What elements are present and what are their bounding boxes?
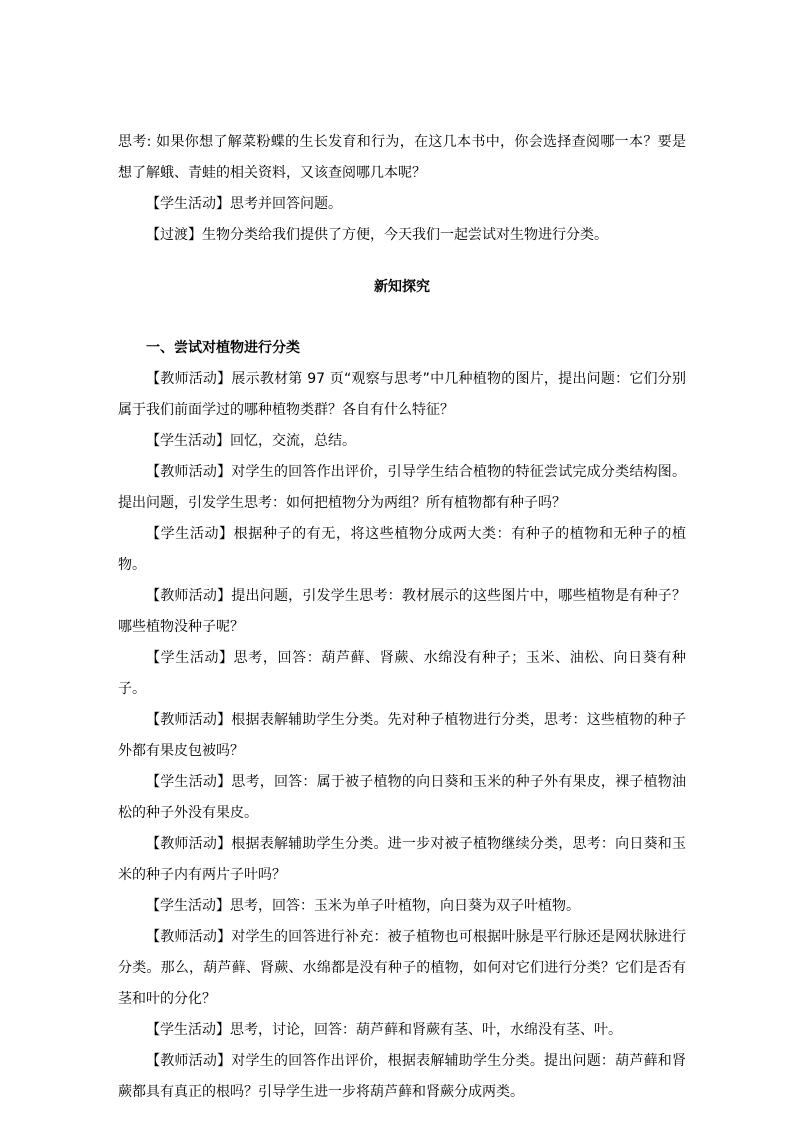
- paragraph-student-activity: 【学生活动】思考，回答：葫芦藓、肾蕨、水绵没有种子；玉米、油松、向日葵有种子。: [118, 650, 686, 697]
- paragraph-teacher-activity: 【教师活动】对学生的回答作出评价，根据表解辅助学生分类。提出问题：葫芦藓和肾蕨都具有真正的根吗？引导学生进一步将葫芦藓和肾蕨分成两类。: [118, 1053, 686, 1100]
- paragraph-transition: 【过渡】生物分类给我们提供了方便，今天我们一起尝试对生物进行分类。: [146, 227, 608, 243]
- paragraph-student-activity: 【学生活动】思考，回答：玉米为单子叶植物，向日葵为双子叶植物。: [146, 898, 580, 914]
- paragraph-teacher-activity: 【教师活动】对学生的回答进行补充：被子植物也可根据叶脉是平行脉还是网状脉进行分类。那么，葫芦藓、肾蕨、水绵都是没有种子的植物，如何对它们进行分类？它们是否有茎和叶的分化？: [118, 929, 686, 1007]
- paragraph-teacher-activity: 【教师活动】根据表解辅助学生分类。进一步对被子植物继续分类，思考：向日葵和玉米的种子内有两片子叶吗？: [118, 836, 686, 883]
- paragraph-teacher-activity: 【教师活动】展示教材第 97 页“观察与思考”中几种植物的图片，提出问题：它们分别属于我们前面学过的哪种植物类群？各自有什么特征？: [118, 371, 686, 418]
- paragraph-student-activity: 【学生活动】思考，讨论，回答：葫芦藓和肾蕨有茎、叶，水绵没有茎、叶。: [146, 1022, 622, 1038]
- section-title: 新知探究: [374, 279, 430, 295]
- paragraph-student-activity: 【学生活动】回忆，交流，总结。: [146, 433, 356, 449]
- paragraph-teacher-activity: 【教师活动】提出问题，引发学生思考：教材展示的这些图片中，哪些植物是有种子？哪些植物没种子呢？: [118, 588, 686, 635]
- paragraph-student-activity: 【学生活动】思考并回答问题。: [146, 196, 342, 212]
- subsection-title: 一、尝试对植物进行分类: [146, 340, 300, 356]
- paragraph-student-activity: 【学生活动】根据种子的有无，将这些植物分成两大类：有种子的植物和无种子的植物。: [118, 526, 686, 573]
- paragraph-student-activity: 【学生活动】思考，回答：属于被子植物的向日葵和玉米的种子外有果皮，裸子植物油松的种子外没有果皮。: [118, 774, 686, 821]
- paragraph-think-question: 思考: 如果你想了解菜粉蝶的生长发育和行为，在这几本书中，你会选择查阅哪一本？要是想了解蛾、青蛙的相关资料，又该查阅哪几本呢？: [118, 134, 686, 181]
- paragraph-teacher-activity: 【教师活动】对学生的回答作出评价，引导学生结合植物的特征尝试完成分类结构图。提出问题，引发学生思考：如何把植物分为两组？所有植物都有种子吗？: [118, 464, 686, 511]
- paragraph-teacher-activity: 【教师活动】根据表解辅助学生分类。先对种子植物进行分类，思考：这些植物的种子外都有果皮包被吗？: [118, 712, 686, 759]
- document-body: [118, 127, 686, 1108]
